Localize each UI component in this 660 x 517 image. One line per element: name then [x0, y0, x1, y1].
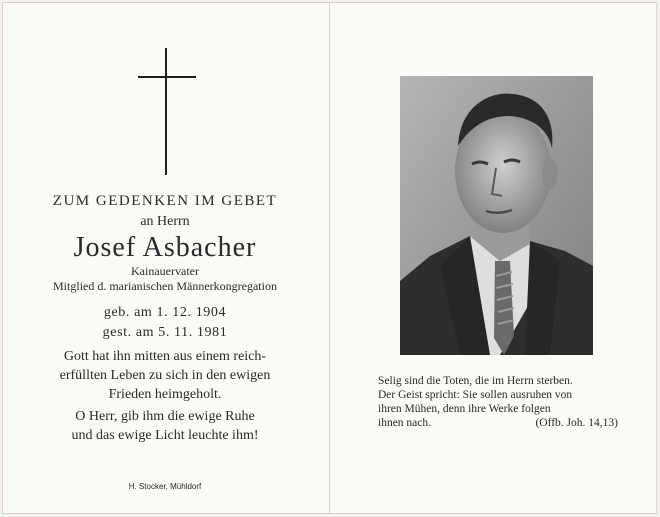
request-text — [20, 407, 310, 445]
deceased-role: Kainauervater — [131, 264, 199, 278]
addressee: an Herrn — [140, 214, 190, 229]
prayer-text — [20, 347, 310, 404]
verse-line: Der Geist spricht: Sie sollen ausruhen von — [378, 389, 573, 401]
prayer-line: erfüllten Leben zu sich in den ewigen — [59, 368, 271, 383]
membership: Mitglied d. marianischen Männerkongregation — [53, 279, 277, 293]
verse-line: ihnen nach. — [378, 417, 432, 429]
request-line: O Herr, gib ihm die ewige Ruhe — [75, 409, 255, 424]
prayer-line: Frieden heimgeholt. — [108, 387, 222, 402]
birth-date: geb. am 1. 12. 1904 — [103, 305, 227, 320]
memorial-heading: ZUM GEDENKEN IM GEBET — [52, 193, 278, 209]
portrait-photo — [400, 76, 593, 355]
verse-line: ihren Mühen, denn ihre Werke folgen — [378, 403, 551, 415]
verse-reference: (Offb. Joh. 14,13) — [535, 417, 618, 429]
verse-line: Selig sind die Toten, die im Herrn sterben. — [378, 375, 573, 387]
death-date: gest. am 5. 11. 1981 — [102, 325, 228, 340]
prayer-line: Gott hat ihn mitten aus einem reich- — [63, 349, 267, 364]
verse-last-line — [378, 416, 618, 430]
deceased-name: Josef Asbacher — [73, 232, 257, 263]
card-fold — [329, 2, 330, 514]
bible-verse — [378, 374, 618, 430]
printer-credit: H. Stocker, Mühldorf — [128, 482, 202, 491]
request-line: und das ewige Licht leuchte ihm! — [71, 428, 259, 443]
